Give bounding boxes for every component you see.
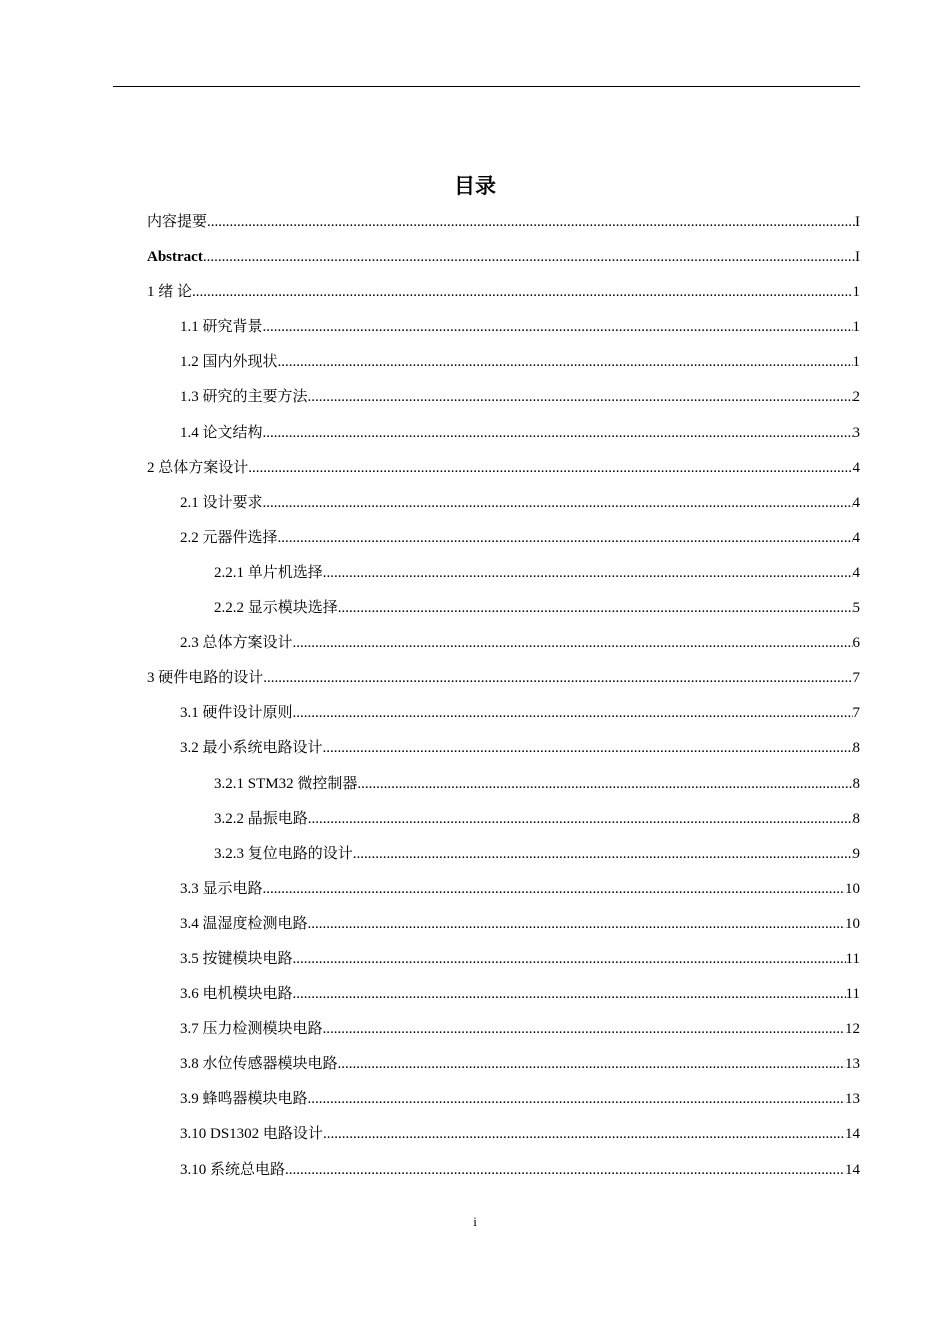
toc-leader-dots bbox=[357, 767, 852, 802]
toc-entry-label: 2.2 元器件选择 bbox=[180, 529, 278, 546]
toc-entry-page: 4 bbox=[852, 494, 860, 511]
toc-entry-label: 2.2.2 显示模块选择 bbox=[214, 600, 338, 617]
toc-entry-label: 3.9 蜂鸣器模块电路 bbox=[180, 1091, 308, 1108]
toc-entry-label: 2 总体方案设计 bbox=[147, 459, 249, 476]
toc-entry-label: 3.10 DS1302 电路设计 bbox=[180, 1126, 323, 1143]
toc-entry[interactable] bbox=[147, 1082, 860, 1117]
toc-entry-page: I bbox=[855, 214, 860, 230]
toc-entry[interactable] bbox=[147, 205, 860, 240]
toc-entry-label: 1 绪 论 bbox=[147, 284, 193, 301]
toc-leader-dots bbox=[248, 451, 852, 486]
toc-leader-dots bbox=[278, 521, 853, 556]
toc-entry-page: 10 bbox=[845, 880, 860, 897]
toc-entry[interactable] bbox=[147, 1047, 860, 1082]
toc-entry-page: 12 bbox=[845, 1021, 860, 1038]
toc-entry[interactable] bbox=[147, 661, 860, 696]
toc-entry-label: 1.1 研究背景 bbox=[180, 319, 263, 336]
toc-leader-dots bbox=[323, 556, 853, 591]
toc-entry-label: 3.5 按键模块电路 bbox=[180, 950, 293, 967]
toc-entry[interactable] bbox=[147, 521, 860, 556]
footer-page-number: i bbox=[473, 1214, 477, 1229]
toc-leader-dots bbox=[263, 310, 853, 345]
toc-entry[interactable] bbox=[147, 626, 860, 661]
toc-entry[interactable] bbox=[147, 275, 860, 310]
toc-leader-dots bbox=[285, 1153, 845, 1188]
toc-leader-dots bbox=[293, 696, 853, 731]
toc-entry-label: 3.4 温湿度检测电路 bbox=[180, 915, 308, 932]
toc-entry-page: 3 bbox=[852, 424, 860, 441]
toc-entry[interactable] bbox=[147, 696, 860, 731]
toc-entry[interactable] bbox=[147, 310, 860, 345]
toc-entry-label: 1.4 论文结构 bbox=[180, 424, 263, 441]
toc-leader-dots bbox=[338, 591, 853, 626]
toc-entry-label: 2.3 总体方案设计 bbox=[180, 635, 293, 652]
toc-entry[interactable] bbox=[147, 837, 860, 872]
toc-leader-dots bbox=[323, 731, 853, 766]
toc-entry-label: 1.2 国内外现状 bbox=[180, 354, 278, 371]
toc-entry[interactable] bbox=[147, 977, 860, 1012]
toc-entry-label: 3.3 显示电路 bbox=[180, 880, 263, 897]
toc-leader-dots bbox=[293, 626, 853, 661]
toc-entry[interactable] bbox=[147, 802, 860, 837]
toc-leader-dots bbox=[192, 275, 852, 310]
toc-entry-label: 3.10 系统总电路 bbox=[180, 1161, 286, 1178]
toc-entry[interactable] bbox=[147, 1117, 860, 1152]
toc-leader-dots bbox=[263, 416, 853, 451]
toc-leader-dots bbox=[353, 837, 853, 872]
toc-entry-page: 14 bbox=[845, 1126, 860, 1143]
toc-entry-page: 1 bbox=[852, 284, 860, 301]
toc-entry-page: 6 bbox=[852, 635, 860, 652]
toc-entry[interactable] bbox=[147, 345, 860, 380]
toc-entry[interactable] bbox=[147, 1012, 860, 1047]
toc-entry-label: Abstract bbox=[147, 249, 203, 266]
toc-entry-label: 3.2.3 复位电路的设计 bbox=[214, 845, 353, 862]
toc-entry-label: 3.2.2 晶振电路 bbox=[214, 810, 308, 827]
toc-entry-page: 7 bbox=[852, 705, 860, 722]
toc-leader-dots bbox=[293, 942, 846, 977]
toc-leader-dots bbox=[323, 1012, 845, 1047]
toc-entry-page: 10 bbox=[845, 915, 860, 932]
toc-leader-dots bbox=[207, 205, 855, 240]
toc-leader-dots bbox=[308, 802, 853, 837]
toc-leader-dots bbox=[338, 1047, 845, 1082]
toc-leader-dots bbox=[323, 1117, 845, 1152]
toc-entry[interactable] bbox=[147, 380, 860, 415]
toc-entry-page: 7 bbox=[852, 670, 860, 687]
toc-entry[interactable] bbox=[147, 451, 860, 486]
header-rule bbox=[113, 86, 860, 87]
toc-entry[interactable] bbox=[147, 486, 860, 521]
toc-entry-page: 4 bbox=[852, 564, 860, 581]
toc-entry-page: 11 bbox=[845, 950, 860, 967]
toc-leader-dots bbox=[263, 486, 853, 521]
toc-entry-label: 3.2.1 STM32 微控制器 bbox=[214, 775, 358, 792]
toc-entry-label: 2.1 设计要求 bbox=[180, 494, 263, 511]
toc-leader-dots bbox=[308, 380, 853, 415]
toc-entry-label: 1.3 研究的主要方法 bbox=[180, 389, 308, 406]
toc-entry[interactable] bbox=[147, 416, 860, 451]
toc-entry[interactable] bbox=[147, 767, 860, 802]
toc-entry-page: I bbox=[855, 249, 860, 266]
toc-entry-page: 2 bbox=[852, 389, 860, 406]
toc-entry-label: 2.2.1 单片机选择 bbox=[214, 564, 323, 581]
toc-entry-page: 13 bbox=[845, 1056, 860, 1073]
toc-entry-page: 9 bbox=[852, 845, 860, 862]
toc-entry[interactable] bbox=[147, 591, 860, 626]
toc-entry[interactable] bbox=[147, 872, 860, 907]
toc-entry-label: 3.1 硬件设计原则 bbox=[180, 705, 293, 722]
toc-entry-label: 3.7 压力检测模块电路 bbox=[180, 1021, 323, 1038]
toc-entry-page: 1 bbox=[852, 319, 860, 336]
toc-entry-label: 3.8 水位传感器模块电路 bbox=[180, 1056, 338, 1073]
toc-entry[interactable] bbox=[147, 942, 860, 977]
toc-leader-dots bbox=[293, 977, 846, 1012]
toc-entry[interactable] bbox=[147, 556, 860, 591]
toc-entry[interactable] bbox=[147, 907, 860, 942]
toc-entry[interactable] bbox=[147, 731, 860, 766]
toc-entry-label: 3.2 最小系统电路设计 bbox=[180, 740, 323, 757]
toc-entry[interactable] bbox=[147, 240, 860, 275]
toc-entry-page: 8 bbox=[852, 810, 860, 827]
toc-entry-page: 13 bbox=[845, 1091, 860, 1108]
toc-entry[interactable] bbox=[147, 1153, 860, 1188]
toc-leader-dots bbox=[308, 907, 845, 942]
toc-entry-label: 内容提要 bbox=[147, 214, 208, 230]
toc-entry-page: 14 bbox=[845, 1161, 860, 1178]
toc-leader-dots bbox=[263, 661, 852, 696]
toc-title: 目录 bbox=[454, 174, 496, 198]
toc-entry-page: 8 bbox=[852, 740, 860, 757]
table-of-contents bbox=[147, 205, 860, 1188]
toc-leader-dots bbox=[278, 345, 853, 380]
toc-entry-label: 3.6 电机模块电路 bbox=[180, 986, 293, 1003]
toc-entry-page: 4 bbox=[852, 459, 860, 476]
toc-entry-page: 5 bbox=[852, 600, 860, 617]
toc-entry-page: 8 bbox=[852, 775, 860, 792]
toc-entry-page: 4 bbox=[852, 529, 860, 546]
toc-leader-dots bbox=[203, 240, 855, 275]
toc-leader-dots bbox=[308, 1082, 845, 1117]
toc-entry-label: 3 硬件电路的设计 bbox=[147, 670, 264, 687]
toc-leader-dots bbox=[263, 872, 845, 907]
toc-entry-page: 11 bbox=[845, 986, 860, 1003]
toc-entry-page: 1 bbox=[852, 354, 860, 371]
